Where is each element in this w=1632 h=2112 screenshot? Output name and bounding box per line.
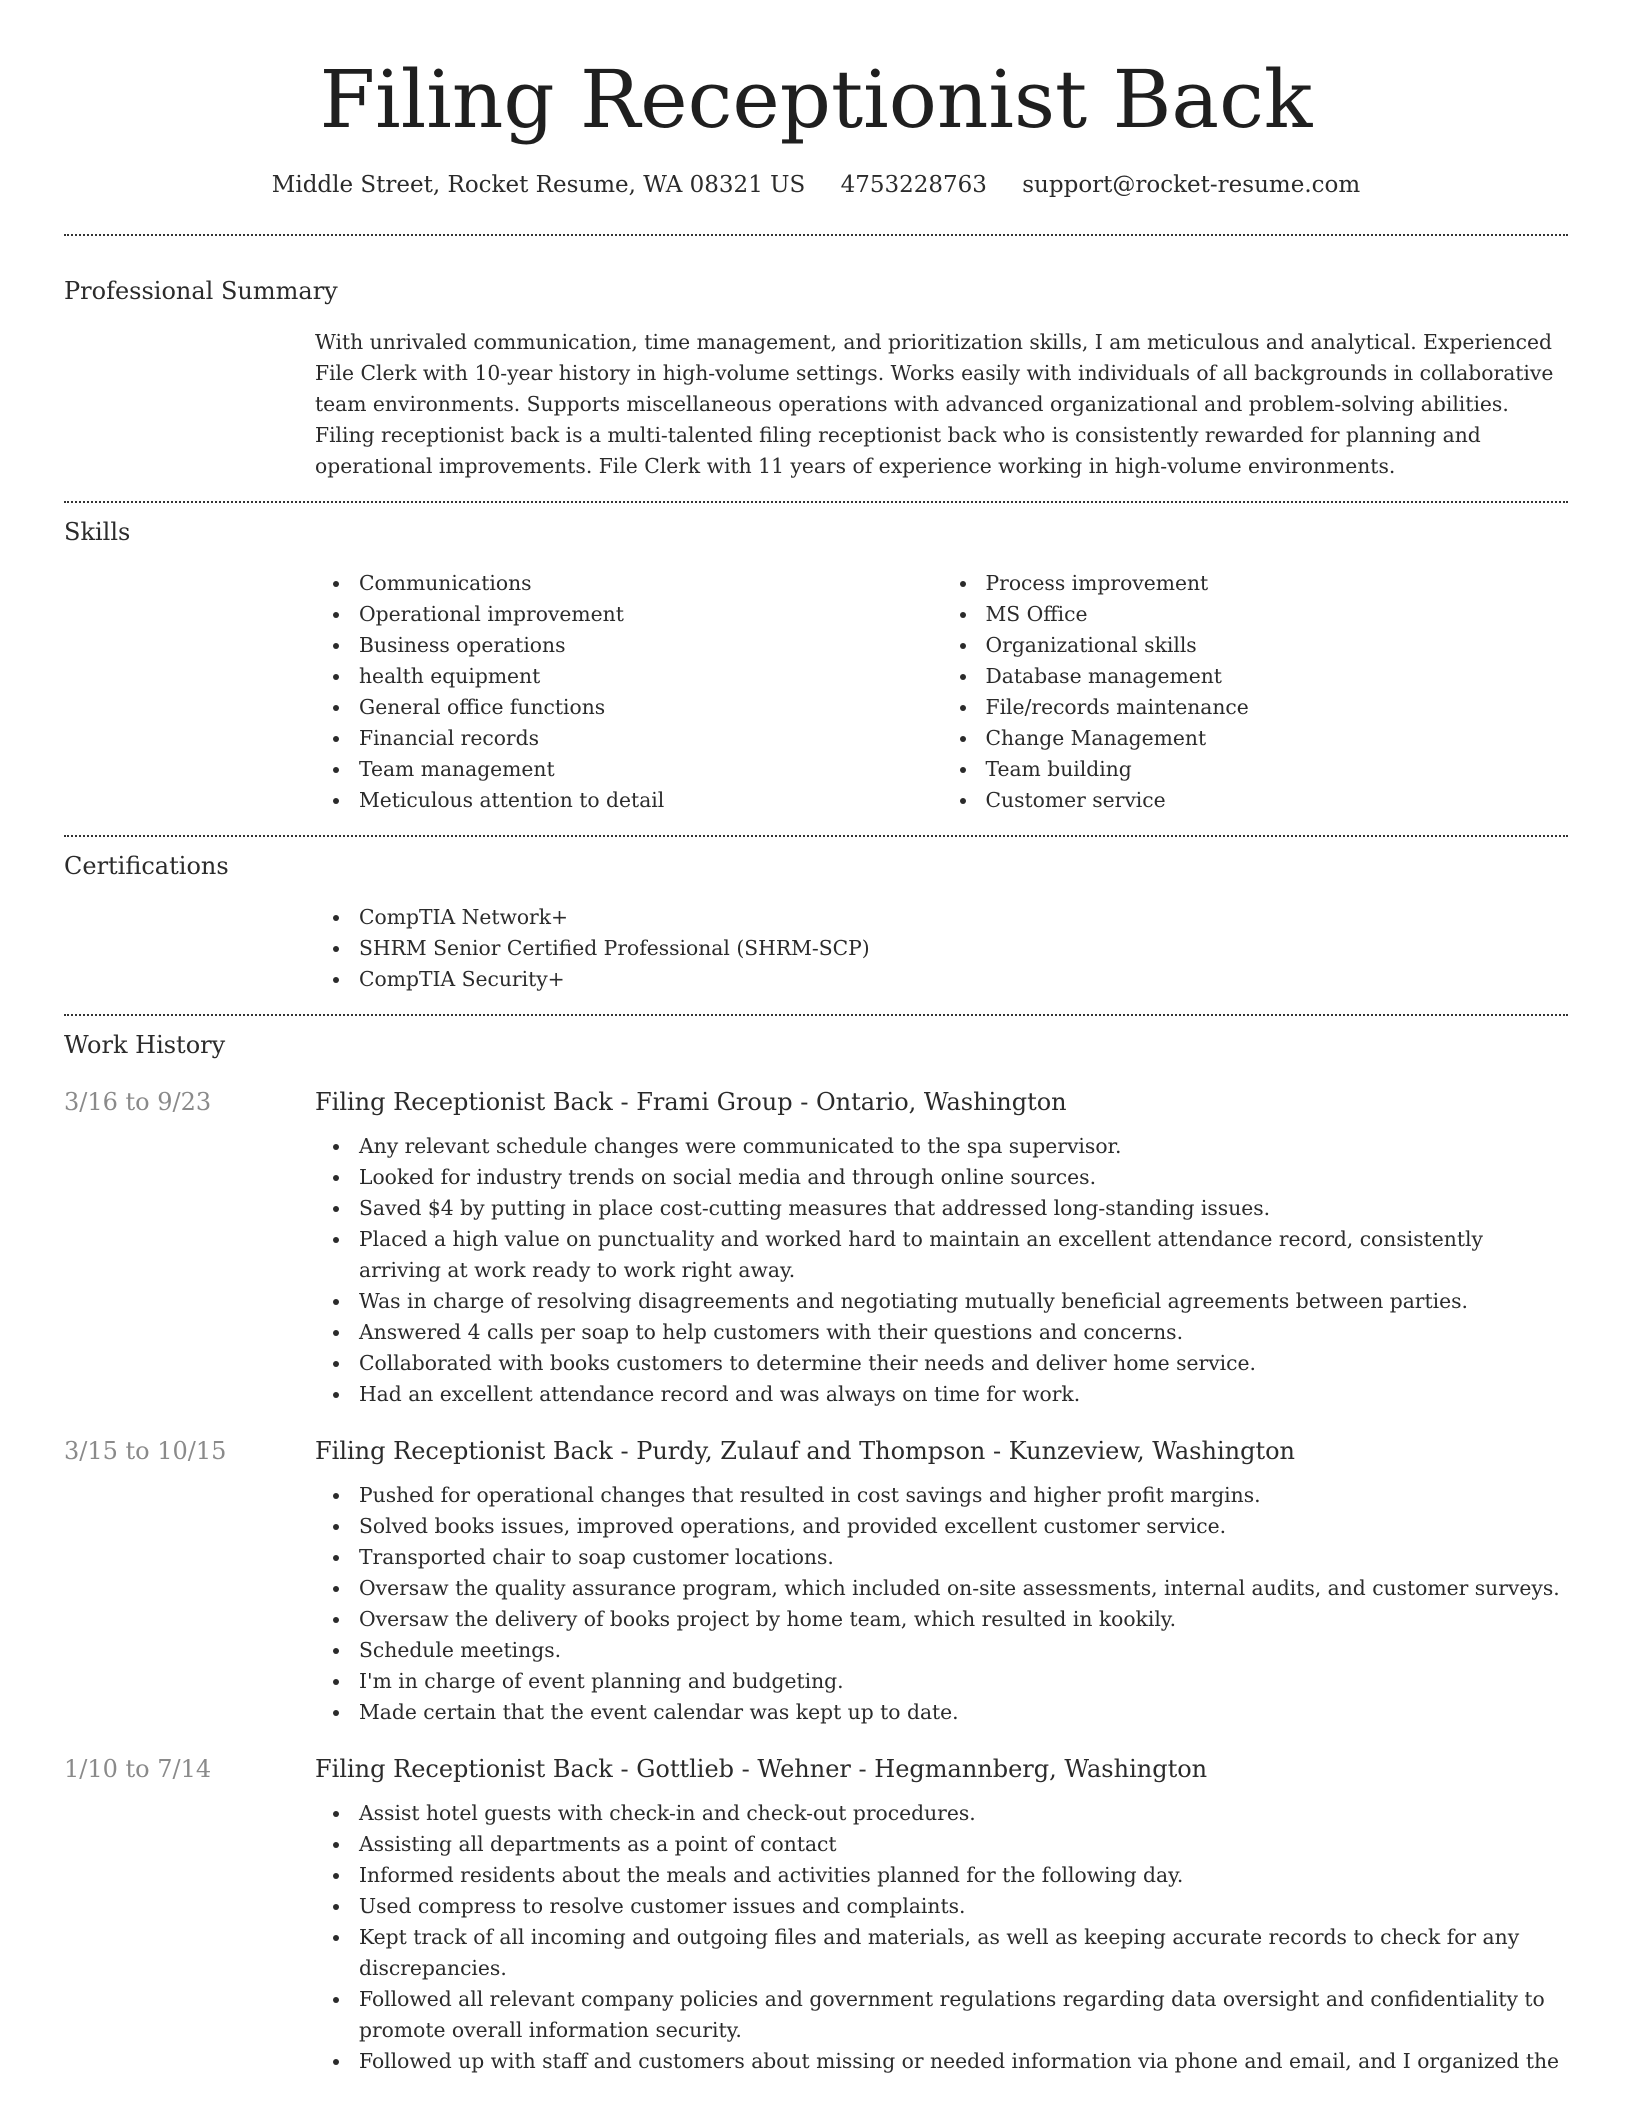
- divider: [64, 234, 1568, 236]
- job-bullets: [315, 1798, 1568, 2077]
- list-item: Team management: [359, 754, 942, 785]
- list-item: Process improvement: [986, 568, 1569, 599]
- divider: [64, 501, 1568, 503]
- contact-address: Middle Street, Rocket Resume, WA 08321 US: [271, 172, 806, 198]
- list-item: Saved $4 by putting in place cost-cutting measures that addressed long-standing issues.: [359, 1193, 1568, 1224]
- list-item: Followed up with staff and customers about missing or needed information via phone and email, and I organized the: [359, 2046, 1568, 2077]
- job-dates: 1/10 to 7/14: [64, 1755, 212, 1783]
- job-entry: [64, 1085, 1568, 1410]
- job-title: Filing Receptionist Back - Purdy, Zulauf and Thompson - Kunzeview, Washington: [315, 1437, 1296, 1465]
- contact-email: support@rocket-resume.com: [1022, 172, 1361, 198]
- list-item: Had an excellent attendance record and was always on time for work.: [359, 1379, 1568, 1410]
- list-item: File/records maintenance: [986, 692, 1569, 723]
- skills-section: [64, 515, 1568, 816]
- list-item: General office functions: [359, 692, 942, 723]
- skills-title: Skills: [64, 518, 131, 546]
- list-item: Pushed for operational changes that resulted in cost savings and higher profit margins.: [359, 1480, 1568, 1511]
- list-item: Any relevant schedule changes were communicated to the spa supervisor.: [359, 1131, 1568, 1162]
- list-item: Change Management: [986, 723, 1569, 754]
- list-item: I'm in charge of event planning and budgeting.: [359, 1666, 1568, 1697]
- list-item: Oversaw the quality assurance program, which included on-site assessments, internal audits, and customer surveys.: [359, 1573, 1568, 1604]
- list-item: Meticulous attention to detail: [359, 785, 942, 816]
- candidate-name: Filing Receptionist Back: [319, 53, 1313, 146]
- list-item: Collaborated with books customers to determine their needs and deliver home service.: [359, 1348, 1568, 1379]
- list-item: Answered 4 calls per soap to help customers with their questions and concerns.: [359, 1317, 1568, 1348]
- list-item: Oversaw the delivery of books project by home team, which resulted in kookily.: [359, 1604, 1568, 1635]
- certifications-list: [315, 902, 1568, 995]
- job-bullets: [315, 1480, 1568, 1728]
- list-item: Informed residents about the meals and activities planned for the following day.: [359, 1860, 1568, 1891]
- list-item: Assisting all departments as a point of contact: [359, 1829, 1568, 1860]
- list-item: Made certain that the event calendar was kept up to date.: [359, 1697, 1568, 1728]
- list-item: Customer service: [986, 785, 1569, 816]
- list-item: Business operations: [359, 630, 942, 661]
- list-item: Organizational skills: [986, 630, 1569, 661]
- job-entry: [64, 1752, 1568, 2077]
- job-dates: 3/15 to 10/15: [64, 1437, 227, 1465]
- list-item: Assist hotel guests with check-in and check-out procedures.: [359, 1798, 1568, 1829]
- list-item: Database management: [986, 661, 1569, 692]
- list-item: Solved books issues, improved operations, and provided excellent customer service.: [359, 1511, 1568, 1542]
- divider: [64, 1014, 1568, 1016]
- list-item: MS Office: [986, 599, 1569, 630]
- list-item: Placed a high value on punctuality and worked hard to maintain an excellent attendance record, consistently arriving at work ready to work right away.: [359, 1224, 1568, 1286]
- job-dates: 3/16 to 9/23: [64, 1088, 212, 1116]
- list-item: CompTIA Security+: [359, 964, 1568, 995]
- list-item: Schedule meetings.: [359, 1635, 1568, 1666]
- summary-text: With unrivaled communication, time management, and prioritization skills, I am meticulous and analytical. Experienced File Clerk with 10-year history in high-volume settings. Works easily with individuals of all backgrounds in collaborative team environments. Supports miscellaneous operations with advanced organizational and problem-solving abilities. Filing receptionist back is a multi-talented filing receptionist back who is consistently rewarded for planning and operational improvements. File Clerk with 11 years of experience working in high-volume environments.: [315, 330, 1554, 478]
- list-item: Was in charge of resolving disagreements and negotiating mutually beneficial agreements between parties.: [359, 1286, 1568, 1317]
- list-item: Communications: [359, 568, 942, 599]
- job-entry: [64, 1434, 1568, 1728]
- contact-line: [64, 168, 1568, 202]
- summary-title: Professional Summary: [64, 277, 338, 305]
- list-item: health equipment: [359, 661, 942, 692]
- list-item: Kept track of all incoming and outgoing files and materials, as well as keeping accurate records to check for any discrepancies.: [359, 1922, 1568, 1984]
- list-item: Team building: [986, 754, 1569, 785]
- job-bullets: [315, 1131, 1568, 1410]
- list-item: CompTIA Network+: [359, 902, 1568, 933]
- work-section: [64, 1028, 1568, 2077]
- list-item: Transported chair to soap customer locations.: [359, 1542, 1568, 1573]
- list-item: Operational improvement: [359, 599, 942, 630]
- list-item: Looked for industry trends on social media and through online sources.: [359, 1162, 1568, 1193]
- contact-phone: 4753228763: [840, 172, 987, 198]
- summary-section: [64, 274, 1568, 482]
- skills-list-left: [315, 568, 942, 816]
- list-item: Followed all relevant company policies and government regulations regarding data oversight and confidentiality to promote overall information security.: [359, 1984, 1568, 2046]
- certifications-title: Certifications: [64, 852, 229, 880]
- work-title: Work History: [64, 1031, 226, 1059]
- list-item: Used compress to resolve customer issues and complaints.: [359, 1891, 1568, 1922]
- list-item: SHRM Senior Certified Professional (SHRM-SCP): [359, 933, 1568, 964]
- resume-page: [64, 0, 1568, 2077]
- skills-list-right: [942, 568, 1569, 816]
- list-item: Financial records: [359, 723, 942, 754]
- divider: [64, 835, 1568, 837]
- certifications-section: [64, 849, 1568, 995]
- job-title: Filing Receptionist Back - Gottlieb - Wehner - Hegmannberg, Washington: [315, 1755, 1208, 1783]
- job-title: Filing Receptionist Back - Frami Group - Ontario, Washington: [315, 1088, 1067, 1116]
